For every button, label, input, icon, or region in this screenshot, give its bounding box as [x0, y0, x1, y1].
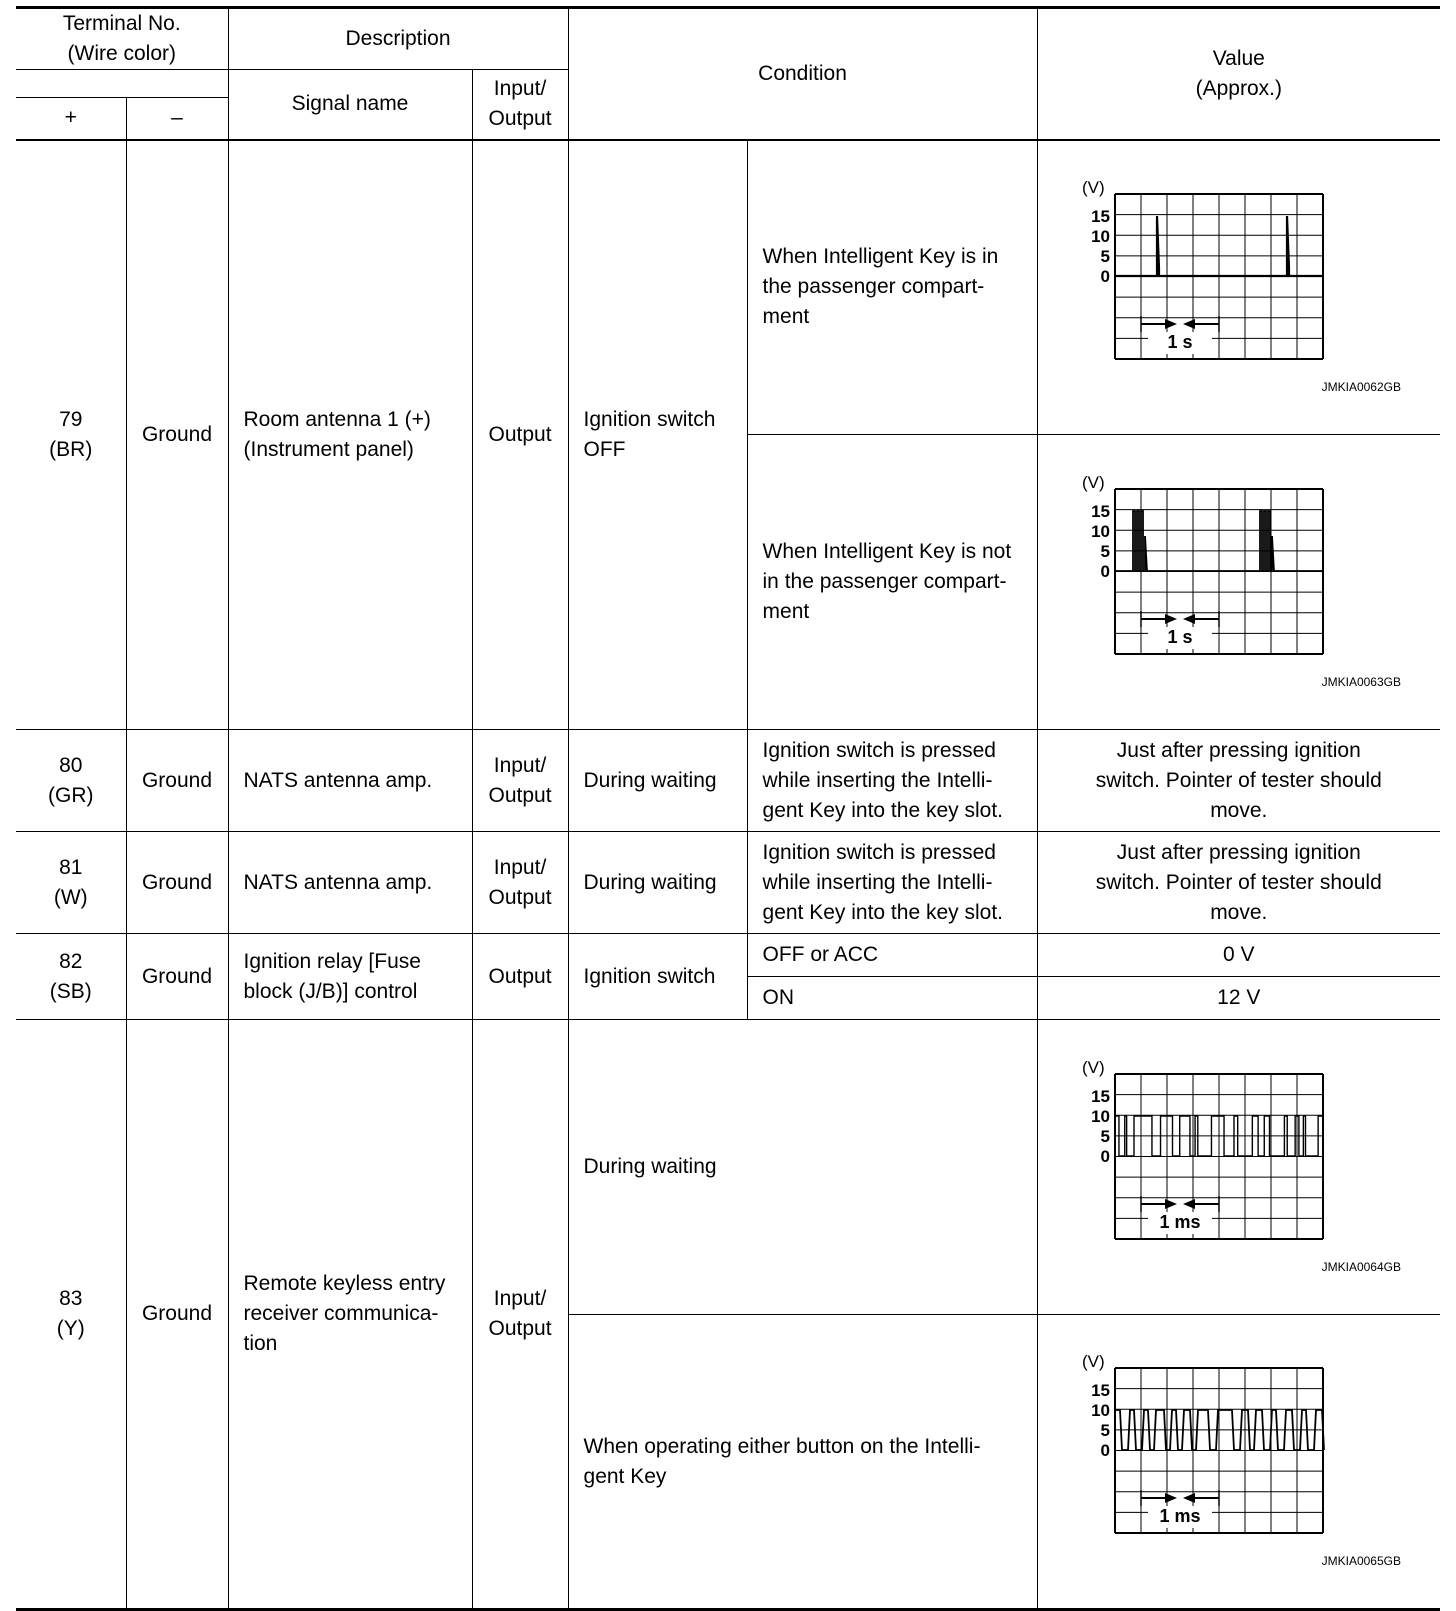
- time-scale-label: 1 ms: [1159, 1506, 1201, 1526]
- figure-code: JMKIA0063GB: [1321, 674, 1401, 689]
- condition-line: Ignition switch: [583, 407, 716, 431]
- terminal-cell: [16, 140, 126, 730]
- value-cell: [1037, 832, 1440, 934]
- signal-name-line: tion: [243, 1332, 278, 1355]
- io-line: Input/: [493, 855, 547, 879]
- condition-line: gent Key: [583, 1464, 667, 1488]
- ground-cell: Ground: [126, 832, 228, 934]
- ground-cell: Ground: [126, 730, 228, 832]
- condition-cell: [568, 1315, 1037, 1610]
- condition-cell: During waiting: [568, 730, 747, 832]
- header-condition: Condition: [568, 8, 1037, 140]
- signal-name-cell: [228, 934, 472, 1020]
- axis-tick-label: 0: [1100, 1146, 1110, 1166]
- axis-tick-label: 5: [1100, 1421, 1110, 1440]
- condition-line: When operating either button on the Intelli-: [583, 1434, 981, 1458]
- terminal-cell: [16, 730, 126, 832]
- io-cell: [472, 730, 568, 832]
- signal-name-line: (Instrument panel): [243, 437, 414, 461]
- arrow-head-icon: [1165, 1493, 1177, 1503]
- value-cell: 12 V: [1037, 977, 1440, 1020]
- sub-condition-line: while inserting the Intelli-: [762, 768, 993, 792]
- time-scale-label: 1 s: [1167, 626, 1193, 647]
- io-cell: [472, 832, 568, 934]
- time-scale-label: 1 ms: [1159, 1211, 1201, 1232]
- value-line: Just after pressing ignition: [1116, 738, 1361, 762]
- header-output-label: Output: [488, 107, 552, 131]
- header-terminal-no: [16, 8, 228, 70]
- axis-tick-label: 0: [1100, 1441, 1110, 1460]
- table-row: [16, 730, 1440, 832]
- ground-cell: Ground: [126, 1020, 228, 1610]
- wire-color: (Y): [56, 1317, 85, 1340]
- signal-name-line: Room antenna 1 (+): [243, 407, 431, 431]
- axis-tick-label: 15: [1090, 1086, 1110, 1106]
- io-line: Output: [488, 885, 552, 909]
- sub-condition-line: ment: [762, 305, 810, 329]
- figure-code: JMKIA0065GB: [1321, 1554, 1401, 1568]
- terminal-number: 83: [59, 1287, 83, 1310]
- table-row: [16, 934, 1440, 977]
- table-row: [16, 140, 1440, 435]
- condition-cell: Ignition switch: [568, 934, 747, 1020]
- waveform-jmkia0062gb: [1038, 141, 1441, 434]
- signal-name-cell: NATS antenna amp.: [228, 832, 472, 934]
- sub-condition-line: while inserting the Intelli-: [762, 870, 993, 894]
- signal-name-cell: [228, 140, 472, 730]
- ground-cell: Ground: [126, 934, 228, 1020]
- sub-condition-line: in the passenger compart-: [762, 570, 1007, 593]
- arrow-head-icon: [1165, 319, 1177, 329]
- axis-tick-label: 5: [1100, 1126, 1110, 1146]
- terminal-number: 80: [59, 753, 83, 777]
- sub-condition-cell: [747, 832, 1037, 934]
- axis-unit: (V): [1081, 472, 1105, 492]
- sub-condition-cell: ON: [747, 977, 1037, 1020]
- axis-unit: (V): [1081, 177, 1105, 197]
- signal-name-line: block (J/B)] control: [243, 979, 418, 1003]
- axis-tick-label: 15: [1090, 501, 1110, 521]
- axis-tick-label: 15: [1090, 1381, 1110, 1400]
- wire-color: (BR): [49, 437, 93, 461]
- io-cell: [472, 1020, 568, 1610]
- axis-tick-label: 0: [1100, 266, 1110, 286]
- io-line: Input/: [493, 1287, 547, 1310]
- terminal-cell: [16, 934, 126, 1020]
- table-row: [16, 1020, 1440, 1315]
- value-cell: 0 V: [1037, 934, 1440, 977]
- sub-condition-line: ment: [762, 600, 810, 623]
- io-cell: Output: [472, 934, 568, 1020]
- arrow-head-icon: [1165, 614, 1177, 624]
- arrow-head-icon: [1183, 614, 1195, 624]
- condition-cell: During waiting: [568, 1020, 1037, 1315]
- sub-condition-line: Ignition switch is pressed: [762, 738, 996, 762]
- arrow-head-icon: [1183, 319, 1195, 329]
- table-row: [16, 832, 1440, 934]
- waveform-jmkia0064gb: [1038, 1021, 1441, 1314]
- wire-color: (GR): [48, 783, 94, 807]
- io-line: Input/: [493, 753, 547, 777]
- value-waveform-cell: [1037, 1315, 1440, 1610]
- signal-name-cell: [228, 1020, 472, 1610]
- value-line: switch. Pointer of tester should: [1095, 768, 1382, 792]
- header-plus: +: [16, 98, 126, 140]
- header-minus: –: [126, 98, 228, 140]
- time-scale-label: 1 s: [1167, 331, 1193, 352]
- signal-name-line: Ignition relay [Fuse: [243, 949, 421, 973]
- value-line: switch. Pointer of tester should: [1095, 870, 1382, 894]
- header-input-output: [472, 70, 568, 140]
- sub-condition-line: When Intelligent Key is in: [762, 245, 999, 269]
- terminal-cell: [16, 1020, 126, 1610]
- condition-cell: [568, 140, 747, 730]
- header-wire-color-label: (Wire color): [67, 42, 176, 65]
- header-terminal-spacer: [16, 70, 228, 98]
- header-description: Description: [228, 8, 568, 70]
- wire-color: (W): [53, 885, 88, 909]
- terminal-spec-table: [16, 6, 1440, 1611]
- sub-condition-line: the passenger compart-: [762, 275, 985, 299]
- axis-unit: (V): [1081, 1352, 1105, 1371]
- terminal-number: 79: [59, 407, 83, 431]
- axis-tick-label: 0: [1100, 561, 1110, 581]
- arrow-head-icon: [1183, 1493, 1195, 1503]
- axis-unit: (V): [1081, 1057, 1105, 1077]
- value-line: move.: [1210, 900, 1268, 924]
- terminal-number: 82: [59, 949, 83, 973]
- sub-condition-cell: [747, 140, 1037, 435]
- sub-condition-cell: OFF or ACC: [747, 934, 1037, 977]
- axis-tick-label: 10: [1090, 521, 1110, 541]
- value-waveform-cell: [1037, 140, 1440, 435]
- axis-tick-label: 5: [1100, 246, 1110, 266]
- value-line: move.: [1210, 798, 1268, 822]
- terminal-number: 81: [59, 855, 83, 879]
- sub-condition-line: gent Key into the key slot.: [762, 900, 1003, 924]
- axis-tick-label: 10: [1090, 226, 1110, 246]
- value-waveform-cell: [1037, 1020, 1440, 1315]
- signal-name-line: receiver communica-: [243, 1302, 439, 1325]
- figure-code: JMKIA0062GB: [1321, 379, 1401, 394]
- figure-code: JMKIA0064GB: [1321, 1259, 1401, 1274]
- wire-color: (SB): [49, 979, 92, 1003]
- header-value: [1037, 8, 1440, 140]
- waveform-jmkia0065gb: [1038, 1315, 1441, 1608]
- io-line: Output: [488, 1317, 552, 1340]
- condition-cell: During waiting: [568, 832, 747, 934]
- header-signal-name: Signal name: [228, 70, 472, 140]
- axis-tick-label: 10: [1090, 1106, 1110, 1126]
- value-line: Just after pressing ignition: [1116, 840, 1361, 864]
- sub-condition-cell: [747, 435, 1037, 730]
- header-input-label: Input/: [493, 77, 547, 101]
- sub-condition-line: Ignition switch is pressed: [762, 840, 996, 864]
- ground-cell: Ground: [126, 140, 228, 730]
- axis-tick-label: 10: [1090, 1401, 1110, 1420]
- io-line: Output: [488, 783, 552, 807]
- value-waveform-cell: [1037, 435, 1440, 730]
- header-terminal-no-label: Terminal No.: [62, 12, 181, 35]
- sub-condition-line: gent Key into the key slot.: [762, 798, 1003, 822]
- axis-tick-label: 5: [1100, 541, 1110, 561]
- arrow-head-icon: [1183, 1199, 1195, 1209]
- header-value-label: Value: [1212, 46, 1265, 70]
- waveform-jmkia0063gb: [1038, 436, 1441, 729]
- axis-tick-label: 15: [1090, 206, 1110, 226]
- arrow-head-icon: [1165, 1199, 1177, 1209]
- condition-line: OFF: [583, 437, 626, 461]
- terminal-cell: [16, 832, 126, 934]
- sub-condition-cell: [747, 730, 1037, 832]
- header-approx-label: (Approx.): [1195, 76, 1282, 100]
- signal-name-line: Remote keyless entry: [243, 1272, 446, 1295]
- io-cell: Output: [472, 140, 568, 730]
- value-cell: [1037, 730, 1440, 832]
- sub-condition-line: When Intelligent Key is not: [762, 540, 1012, 563]
- signal-name-cell: NATS antenna amp.: [228, 730, 472, 832]
